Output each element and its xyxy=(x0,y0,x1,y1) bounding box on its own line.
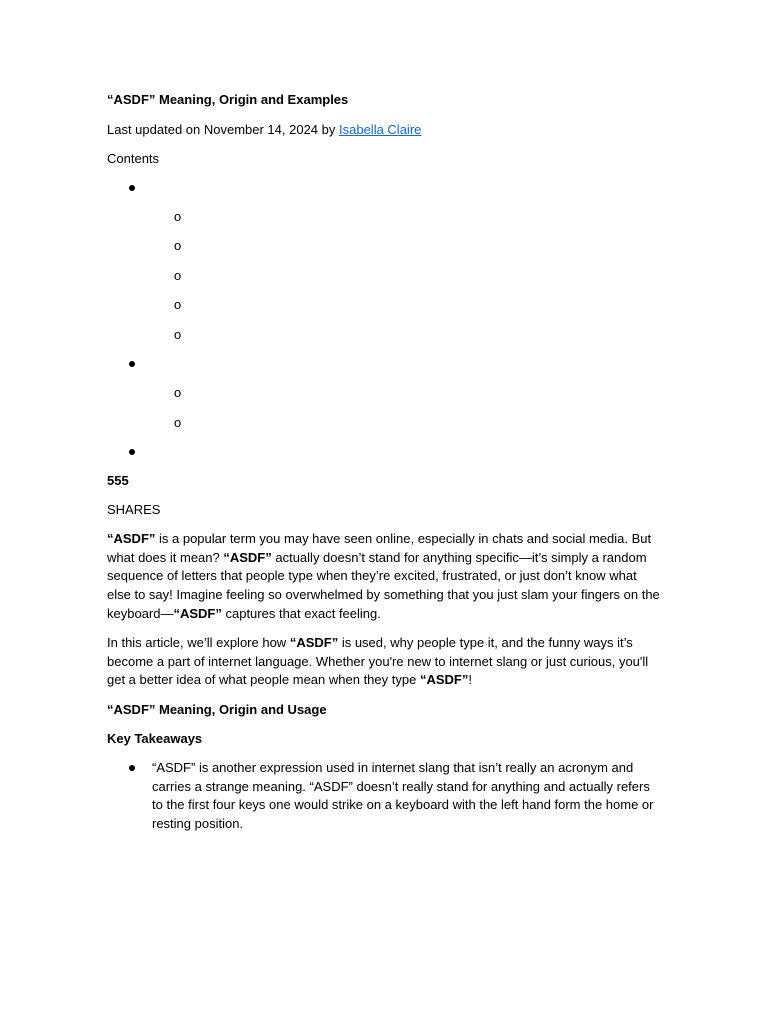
toc-subitem-marker: o xyxy=(174,268,182,283)
last-updated-line xyxy=(107,122,421,138)
toc-bullet xyxy=(129,361,135,367)
toc-subitem-marker: o xyxy=(174,209,182,224)
toc-subitem-marker: o xyxy=(174,297,182,312)
takeaway-bullet xyxy=(129,765,135,771)
term-asdf: “ASDF” xyxy=(107,531,156,546)
article-title: “ASDF” Meaning, Origin and Examples xyxy=(107,92,349,107)
last-updated-text: Last updated on November 14, 2024 by xyxy=(107,122,339,137)
key-takeaways-heading: Key Takeaways xyxy=(107,731,203,746)
toc-subitem-marker: o xyxy=(174,385,182,400)
toc-subitem-marker: o xyxy=(174,415,182,430)
term-asdf: “ASDF” xyxy=(173,605,222,621)
term-asdf: “ASDF” xyxy=(289,635,339,650)
author-link[interactable]: Isabella Claire xyxy=(339,122,422,137)
shares-label: SHARES xyxy=(107,502,161,517)
contents-label: Contents xyxy=(107,151,160,166)
intro-paragraph-1: “ASDF” is a popular term you may have seen online, especially in chats and social media. But what does it mean? “ASDF” actually doesn’t stand for anything specific—it’s simply a random sequence of letters that people type when they’re excited, frustrated, or just don’t know what else to say! Imagine feeling so overwhelmed by something that you just slam your fingers on the keyboard—“ASDF” captures that exact feeling. xyxy=(107,531,660,621)
intro-paragraph-2: In this article, we’ll explore how “ASDF” is used, why people type it, and the funny ways it’s become a part of internet language. Whether you're new to internet slang or just curious, you'll get a better idea of what people mean when they type “ASDF”! xyxy=(107,635,649,688)
shares-count: 555 xyxy=(107,473,129,488)
term-asdf: “ASDF” xyxy=(223,549,272,565)
toc-subitem-marker: o xyxy=(174,327,182,342)
takeaway-item: “ASDF” is another expression used in internet slang that isn’t really an acronym and carries a strange meaning. “ASDF” doesn’t really stand for anything and actually refers to the first four keys one would strike on a keyboard with the left hand form the home or resting position. xyxy=(152,760,654,832)
section-heading: “ASDF” Meaning, Origin and Usage xyxy=(107,702,327,717)
toc-subitem-marker: o xyxy=(174,238,182,253)
term-asdf: “ASDF” xyxy=(419,672,469,688)
toc-bullet xyxy=(129,185,135,191)
toc-bullet xyxy=(129,449,135,455)
